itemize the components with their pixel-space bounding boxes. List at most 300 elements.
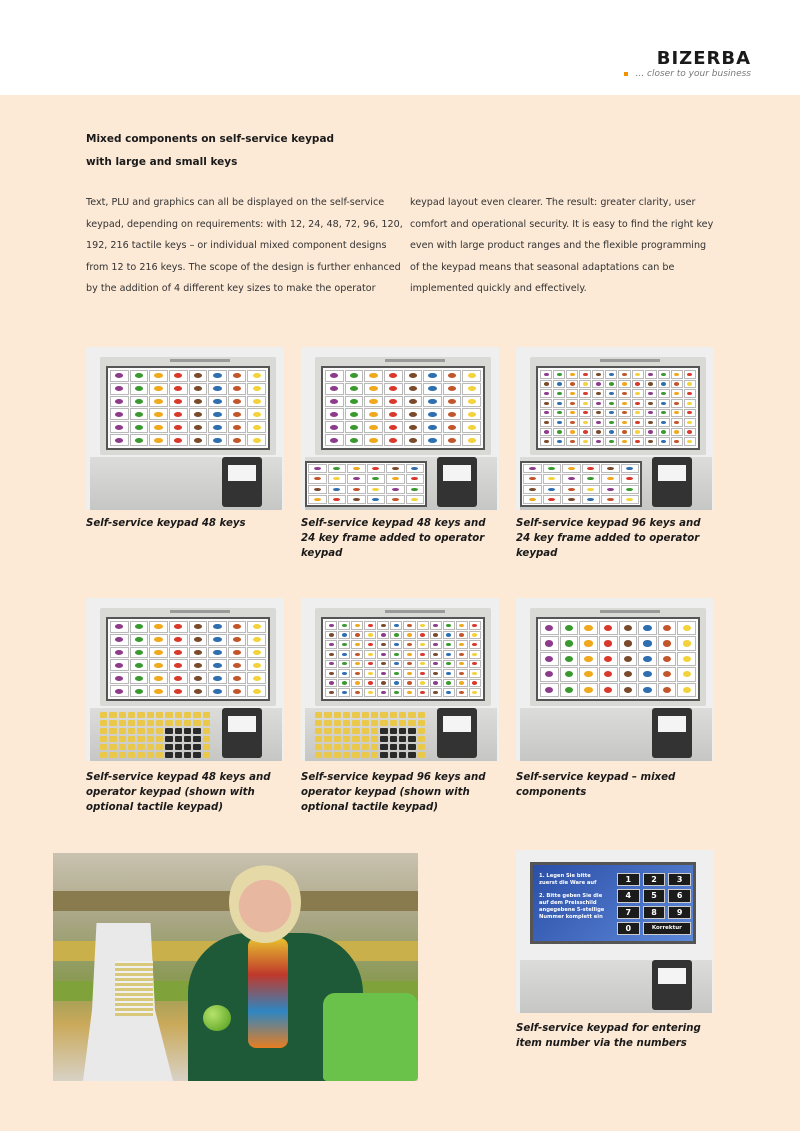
key-tile[interactable] — [632, 437, 644, 446]
key-tile[interactable] — [601, 495, 620, 504]
key-tile[interactable] — [343, 720, 350, 726]
key-tile[interactable] — [315, 736, 322, 742]
key-tile[interactable] — [418, 728, 425, 734]
key-tile[interactable] — [562, 474, 581, 483]
key-tile[interactable] — [362, 720, 369, 726]
key-tile[interactable] — [601, 485, 620, 494]
key-tile[interactable] — [443, 421, 462, 433]
key-tile[interactable] — [469, 621, 481, 630]
key-tile[interactable] — [601, 464, 620, 473]
key-tile[interactable] — [364, 640, 376, 649]
key-tile[interactable] — [362, 736, 369, 742]
key-tile[interactable] — [566, 418, 578, 427]
key-tile[interactable] — [247, 685, 266, 697]
key-tile[interactable] — [119, 744, 126, 750]
key-tile[interactable] — [403, 631, 415, 640]
key-tile[interactable] — [658, 437, 670, 446]
key-tile[interactable] — [390, 669, 402, 678]
key-tile[interactable] — [684, 380, 696, 389]
key-tile[interactable] — [130, 408, 149, 420]
key-tile[interactable] — [308, 495, 327, 504]
key-tile[interactable] — [417, 669, 429, 678]
key-tile[interactable] — [408, 736, 415, 742]
key-tile[interactable] — [364, 688, 376, 697]
key-tile[interactable] — [553, 399, 565, 408]
key-tile[interactable] — [384, 408, 403, 420]
key-tile[interactable] — [334, 720, 341, 726]
key-tile[interactable] — [566, 399, 578, 408]
key-tile[interactable] — [325, 688, 337, 697]
key-tile[interactable] — [579, 652, 598, 666]
key-tile[interactable] — [189, 396, 208, 408]
key-tile[interactable] — [417, 688, 429, 697]
key-tile[interactable] — [247, 370, 266, 382]
key-tile[interactable] — [208, 621, 227, 633]
key-tile[interactable] — [523, 464, 542, 473]
key-tile[interactable] — [130, 421, 149, 433]
key-tile[interactable] — [605, 437, 617, 446]
key-tile[interactable] — [677, 667, 696, 681]
key-tile[interactable] — [469, 660, 481, 669]
key-tile[interactable] — [137, 744, 144, 750]
key-tile[interactable] — [443, 650, 455, 659]
key-tile[interactable] — [325, 621, 337, 630]
key-tile[interactable] — [175, 728, 182, 734]
numpad-correct-key[interactable]: Korrektur — [643, 922, 691, 935]
key-tile[interactable] — [362, 712, 369, 718]
key-tile[interactable] — [364, 669, 376, 678]
key-tile[interactable] — [406, 495, 425, 504]
key-tile[interactable] — [351, 669, 363, 678]
key-tile[interactable] — [324, 744, 331, 750]
key-tile[interactable] — [189, 634, 208, 646]
key-tile[interactable] — [189, 621, 208, 633]
key-tile[interactable] — [553, 389, 565, 398]
key-tile[interactable] — [543, 485, 562, 494]
key-tile[interactable] — [189, 647, 208, 659]
key-tile[interactable] — [408, 728, 415, 734]
key-tile[interactable] — [390, 660, 402, 669]
key-tile[interactable] — [658, 418, 670, 427]
key-tile[interactable] — [169, 421, 188, 433]
key-tile[interactable] — [208, 383, 227, 395]
key-tile[interactable] — [404, 434, 423, 446]
key-tile[interactable] — [147, 736, 154, 742]
key-tile[interactable] — [582, 474, 601, 483]
key-tile[interactable] — [367, 485, 386, 494]
key-tile[interactable] — [671, 418, 683, 427]
key-tile[interactable] — [632, 380, 644, 389]
key-tile[interactable] — [408, 720, 415, 726]
key-tile[interactable] — [175, 752, 182, 758]
key-tile[interactable] — [315, 728, 322, 734]
key-tile[interactable] — [352, 744, 359, 750]
key-tile[interactable] — [208, 421, 227, 433]
key-tile[interactable] — [377, 640, 389, 649]
key-tile[interactable] — [328, 485, 347, 494]
key-tile[interactable] — [110, 421, 129, 433]
key-tile[interactable] — [540, 418, 552, 427]
key-tile[interactable] — [560, 652, 579, 666]
key-tile[interactable] — [390, 712, 397, 718]
key-tile[interactable] — [658, 667, 677, 681]
key-tile[interactable] — [684, 370, 696, 379]
key-tile[interactable] — [364, 370, 383, 382]
key-tile[interactable] — [605, 399, 617, 408]
key-tile[interactable] — [189, 408, 208, 420]
key-tile[interactable] — [560, 683, 579, 697]
key-tile[interactable] — [553, 409, 565, 418]
key-tile[interactable] — [443, 669, 455, 678]
key-tile[interactable] — [184, 720, 191, 726]
key-tile[interactable] — [189, 685, 208, 697]
key-tile[interactable] — [247, 396, 266, 408]
key-tile[interactable] — [364, 631, 376, 640]
key-tile[interactable] — [399, 736, 406, 742]
key-tile[interactable] — [423, 434, 442, 446]
key-tile[interactable] — [430, 631, 442, 640]
key-tile[interactable] — [100, 720, 107, 726]
key-tile[interactable] — [403, 621, 415, 630]
key-tile[interactable] — [380, 752, 387, 758]
key-tile[interactable] — [352, 712, 359, 718]
key-tile[interactable] — [399, 720, 406, 726]
key-tile[interactable] — [184, 752, 191, 758]
key-tile[interactable] — [592, 418, 604, 427]
key-tile[interactable] — [399, 744, 406, 750]
key-tile[interactable] — [175, 744, 182, 750]
key-tile[interactable] — [328, 464, 347, 473]
key-tile[interactable] — [621, 495, 640, 504]
key-tile[interactable] — [371, 728, 378, 734]
key-tile[interactable] — [228, 634, 247, 646]
numpad-key-2[interactable]: 2 — [643, 873, 666, 886]
key-tile[interactable] — [618, 437, 630, 446]
key-tile[interactable] — [619, 667, 638, 681]
key-tile[interactable] — [443, 631, 455, 640]
key-tile[interactable] — [328, 474, 347, 483]
key-tile[interactable] — [324, 736, 331, 742]
key-tile[interactable] — [325, 660, 337, 669]
key-tile[interactable] — [189, 370, 208, 382]
key-tile[interactable] — [109, 744, 116, 750]
key-tile[interactable] — [208, 434, 227, 446]
key-tile[interactable] — [469, 640, 481, 649]
key-tile[interactable] — [208, 647, 227, 659]
key-tile[interactable] — [618, 418, 630, 427]
key-tile[interactable] — [193, 752, 200, 758]
key-tile[interactable] — [377, 669, 389, 678]
key-tile[interactable] — [169, 434, 188, 446]
key-tile[interactable] — [566, 428, 578, 437]
key-tile[interactable] — [579, 437, 591, 446]
key-tile[interactable] — [384, 370, 403, 382]
key-tile[interactable] — [645, 437, 657, 446]
key-tile[interactable] — [456, 660, 468, 669]
numpad-key-1[interactable]: 1 — [617, 873, 640, 886]
key-tile[interactable] — [380, 720, 387, 726]
key-tile[interactable] — [184, 744, 191, 750]
numpad-key-9[interactable]: 9 — [668, 906, 691, 919]
key-tile[interactable] — [352, 752, 359, 758]
key-tile[interactable] — [540, 428, 552, 437]
key-tile[interactable] — [417, 640, 429, 649]
key-tile[interactable] — [128, 736, 135, 742]
key-tile[interactable] — [592, 399, 604, 408]
key-tile[interactable] — [338, 650, 350, 659]
key-tile[interactable] — [443, 679, 455, 688]
key-tile[interactable] — [456, 679, 468, 688]
key-tile[interactable] — [386, 474, 405, 483]
key-tile[interactable] — [632, 409, 644, 418]
key-tile[interactable] — [203, 712, 210, 718]
key-tile[interactable] — [109, 752, 116, 758]
key-tile[interactable] — [599, 667, 618, 681]
key-tile[interactable] — [560, 667, 579, 681]
key-tile[interactable] — [189, 383, 208, 395]
key-tile[interactable] — [100, 712, 107, 718]
key-tile[interactable] — [540, 652, 559, 666]
key-tile[interactable] — [371, 712, 378, 718]
key-tile[interactable] — [658, 409, 670, 418]
key-tile[interactable] — [343, 712, 350, 718]
key-tile[interactable] — [380, 728, 387, 734]
key-tile[interactable] — [638, 636, 657, 650]
key-tile[interactable] — [638, 621, 657, 635]
key-tile[interactable] — [430, 660, 442, 669]
key-tile[interactable] — [621, 474, 640, 483]
key-tile[interactable] — [423, 421, 442, 433]
key-tile[interactable] — [308, 464, 327, 473]
key-tile[interactable] — [345, 434, 364, 446]
key-tile[interactable] — [599, 683, 618, 697]
key-tile[interactable] — [418, 752, 425, 758]
key-tile[interactable] — [553, 370, 565, 379]
key-tile[interactable] — [371, 736, 378, 742]
key-tile[interactable] — [110, 685, 129, 697]
key-tile[interactable] — [417, 631, 429, 640]
key-tile[interactable] — [671, 437, 683, 446]
key-tile[interactable] — [169, 647, 188, 659]
key-tile[interactable] — [128, 728, 135, 734]
key-tile[interactable] — [149, 383, 168, 395]
key-tile[interactable] — [110, 659, 129, 671]
key-tile[interactable] — [137, 720, 144, 726]
key-tile[interactable] — [130, 383, 149, 395]
key-tile[interactable] — [390, 679, 402, 688]
key-tile[interactable] — [343, 744, 350, 750]
key-tile[interactable] — [403, 688, 415, 697]
key-tile[interactable] — [110, 647, 129, 659]
key-tile[interactable] — [228, 685, 247, 697]
key-tile[interactable] — [469, 669, 481, 678]
key-tile[interactable] — [523, 474, 542, 483]
key-tile[interactable] — [408, 744, 415, 750]
key-tile[interactable] — [364, 679, 376, 688]
key-tile[interactable] — [351, 660, 363, 669]
key-tile[interactable] — [619, 636, 638, 650]
key-tile[interactable] — [443, 660, 455, 669]
key-tile[interactable] — [110, 634, 129, 646]
key-tile[interactable] — [566, 409, 578, 418]
key-tile[interactable] — [384, 383, 403, 395]
key-tile[interactable] — [351, 631, 363, 640]
key-tile[interactable] — [334, 752, 341, 758]
key-tile[interactable] — [147, 744, 154, 750]
key-tile[interactable] — [390, 621, 402, 630]
key-tile[interactable] — [645, 428, 657, 437]
key-tile[interactable] — [247, 647, 266, 659]
key-tile[interactable] — [208, 370, 227, 382]
key-tile[interactable] — [403, 660, 415, 669]
key-tile[interactable] — [443, 408, 462, 420]
key-tile[interactable] — [184, 712, 191, 718]
key-tile[interactable] — [566, 370, 578, 379]
key-tile[interactable] — [149, 396, 168, 408]
key-tile[interactable] — [671, 399, 683, 408]
key-tile[interactable] — [147, 720, 154, 726]
key-tile[interactable] — [352, 720, 359, 726]
key-tile[interactable] — [156, 720, 163, 726]
key-tile[interactable] — [386, 485, 405, 494]
key-tile[interactable] — [352, 728, 359, 734]
key-tile[interactable] — [343, 752, 350, 758]
key-tile[interactable] — [408, 712, 415, 718]
key-tile[interactable] — [130, 659, 149, 671]
key-tile[interactable] — [618, 380, 630, 389]
key-tile[interactable] — [247, 383, 266, 395]
key-tile[interactable] — [658, 621, 677, 635]
key-tile[interactable] — [592, 380, 604, 389]
key-tile[interactable] — [417, 650, 429, 659]
key-tile[interactable] — [384, 421, 403, 433]
key-tile[interactable] — [443, 434, 462, 446]
key-tile[interactable] — [338, 669, 350, 678]
key-tile[interactable] — [671, 428, 683, 437]
key-tile[interactable] — [324, 728, 331, 734]
key-tile[interactable] — [390, 640, 402, 649]
key-tile[interactable] — [325, 631, 337, 640]
key-tile[interactable] — [110, 621, 129, 633]
key-tile[interactable] — [443, 688, 455, 697]
key-tile[interactable] — [110, 434, 129, 446]
key-tile[interactable] — [208, 659, 227, 671]
key-tile[interactable] — [632, 389, 644, 398]
key-tile[interactable] — [540, 370, 552, 379]
key-tile[interactable] — [677, 652, 696, 666]
key-tile[interactable] — [149, 685, 168, 697]
key-tile[interactable] — [175, 736, 182, 742]
key-tile[interactable] — [247, 434, 266, 446]
key-tile[interactable] — [406, 474, 425, 483]
key-tile[interactable] — [469, 650, 481, 659]
key-tile[interactable] — [345, 370, 364, 382]
key-tile[interactable] — [632, 370, 644, 379]
key-tile[interactable] — [165, 720, 172, 726]
key-tile[interactable] — [128, 720, 135, 726]
key-tile[interactable] — [560, 621, 579, 635]
key-tile[interactable] — [351, 679, 363, 688]
key-tile[interactable] — [147, 752, 154, 758]
key-tile[interactable] — [325, 679, 337, 688]
key-tile[interactable] — [247, 672, 266, 684]
key-tile[interactable] — [325, 396, 344, 408]
key-tile[interactable] — [334, 744, 341, 750]
key-tile[interactable] — [371, 744, 378, 750]
key-tile[interactable] — [325, 650, 337, 659]
key-tile[interactable] — [579, 418, 591, 427]
key-tile[interactable] — [137, 712, 144, 718]
key-tile[interactable] — [109, 720, 116, 726]
key-tile[interactable] — [169, 383, 188, 395]
key-tile[interactable] — [203, 744, 210, 750]
key-tile[interactable] — [193, 728, 200, 734]
key-tile[interactable] — [110, 370, 129, 382]
key-tile[interactable] — [169, 634, 188, 646]
key-tile[interactable] — [149, 647, 168, 659]
key-tile[interactable] — [362, 728, 369, 734]
key-tile[interactable] — [579, 399, 591, 408]
key-tile[interactable] — [671, 389, 683, 398]
key-tile[interactable] — [469, 688, 481, 697]
key-tile[interactable] — [165, 744, 172, 750]
key-tile[interactable] — [540, 389, 552, 398]
key-tile[interactable] — [364, 383, 383, 395]
key-tile[interactable] — [109, 728, 116, 734]
key-tile[interactable] — [130, 370, 149, 382]
key-tile[interactable] — [156, 712, 163, 718]
key-tile[interactable] — [377, 621, 389, 630]
key-tile[interactable] — [203, 752, 210, 758]
key-tile[interactable] — [592, 389, 604, 398]
key-tile[interactable] — [579, 428, 591, 437]
key-tile[interactable] — [228, 647, 247, 659]
key-tile[interactable] — [119, 712, 126, 718]
numpad-key-8[interactable]: 8 — [643, 906, 666, 919]
key-tile[interactable] — [351, 650, 363, 659]
key-tile[interactable] — [618, 409, 630, 418]
key-tile[interactable] — [553, 380, 565, 389]
key-tile[interactable] — [308, 474, 327, 483]
key-tile[interactable] — [540, 621, 559, 635]
key-tile[interactable] — [579, 380, 591, 389]
key-tile[interactable] — [247, 634, 266, 646]
key-tile[interactable] — [543, 495, 562, 504]
key-tile[interactable] — [110, 383, 129, 395]
key-tile[interactable] — [599, 652, 618, 666]
key-tile[interactable] — [423, 408, 442, 420]
key-tile[interactable] — [579, 683, 598, 697]
key-tile[interactable] — [618, 389, 630, 398]
key-tile[interactable] — [169, 408, 188, 420]
key-tile[interactable] — [638, 667, 657, 681]
key-tile[interactable] — [553, 418, 565, 427]
key-tile[interactable] — [165, 712, 172, 718]
key-tile[interactable] — [367, 464, 386, 473]
key-tile[interactable] — [328, 495, 347, 504]
key-tile[interactable] — [130, 647, 149, 659]
key-tile[interactable] — [228, 370, 247, 382]
key-tile[interactable] — [364, 434, 383, 446]
key-tile[interactable] — [338, 631, 350, 640]
key-tile[interactable] — [671, 370, 683, 379]
key-tile[interactable] — [390, 720, 397, 726]
key-tile[interactable] — [203, 736, 210, 742]
key-tile[interactable] — [632, 428, 644, 437]
key-tile[interactable] — [390, 631, 402, 640]
key-tile[interactable] — [403, 679, 415, 688]
key-tile[interactable] — [364, 621, 376, 630]
